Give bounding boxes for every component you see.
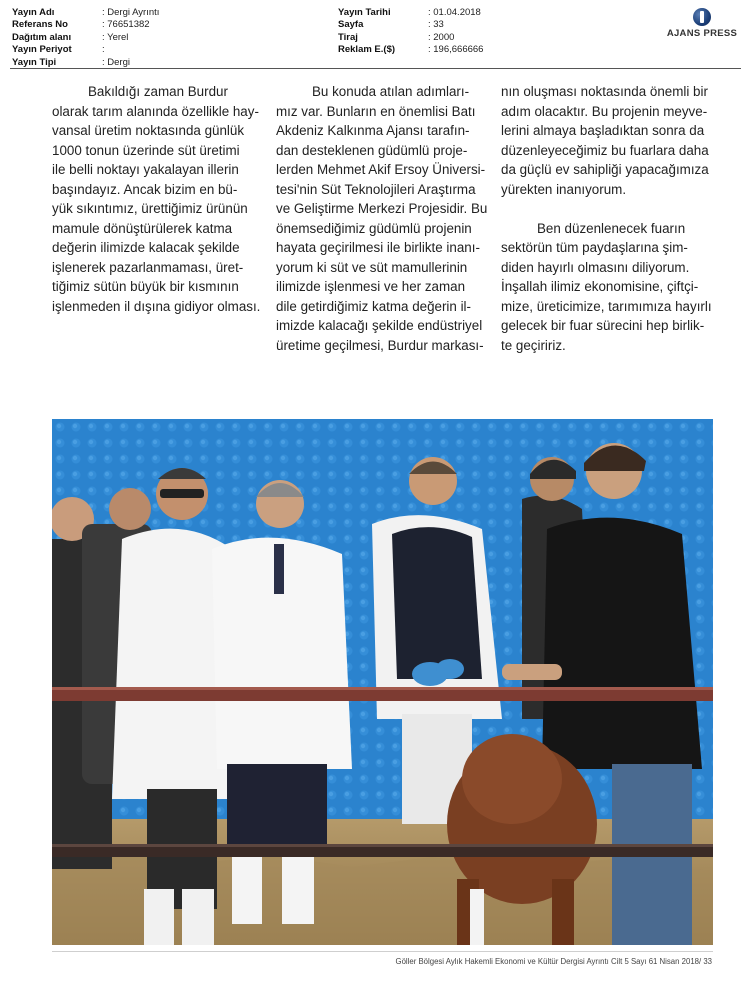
page-footer: Göller Bölgesi Aylık Hakemli Ekonomi ve Kültür Dergisi Ayrıntı Cilt 5 Sayı 61 Nisan 2018/ 33	[395, 957, 712, 966]
article-column-1	[52, 82, 260, 316]
meta-row-ad-value	[338, 44, 483, 56]
meta-label: Reklam E.($)	[338, 44, 396, 56]
meta-label: Dağıtım alanı	[12, 31, 72, 43]
article-photo	[52, 419, 713, 945]
text-line: gelecek bir fuar sürecini hep birlik-	[501, 318, 705, 333]
meta-value: : Dergi	[102, 56, 130, 68]
paragraph-gap	[501, 199, 712, 219]
text-line: yürekten inanıyorum.	[501, 181, 627, 197]
meta-row-page	[338, 19, 483, 31]
text-line: üretime geçilmesi, Burdur markası-	[276, 337, 484, 353]
article-column-3	[501, 82, 712, 355]
article-column-2	[276, 82, 487, 355]
meta-value: : Dergi Ayrıntı	[102, 7, 160, 18]
text-line: Akdeniz Kalkınma Ajansı tarafın-	[276, 123, 470, 138]
meta-label: Sayfa	[338, 19, 364, 31]
meta-label: Referans No	[12, 19, 68, 31]
text-line: Bakıldığı zaman Burdur	[88, 84, 228, 99]
text-line: nın oluşması noktasında önemli bir	[501, 84, 708, 99]
text-line: ilimizde işlenmesi ve her zaman	[276, 279, 466, 294]
meta-row-publication-name	[12, 7, 159, 19]
meta-label: Yayın Tarihi	[338, 7, 391, 18]
meta-value: :	[102, 44, 105, 56]
meta-value: : 76651382	[102, 19, 150, 31]
text-line: tiğimiz sütün büyük bir kısmının	[52, 279, 239, 294]
text-line: başındayız. Ancak bizim en bü-	[52, 181, 238, 197]
logo-text: AJANS PRESS	[666, 28, 738, 39]
text-line: yorum ki süt ve süt mamullerinin	[276, 259, 468, 275]
text-line: 1000 tonun üzerinde süt üretimi	[52, 142, 240, 158]
text-line: diden hayırlı olmasını diliyorum.	[501, 259, 690, 275]
text-line: vansal üretim noktasında günlük	[52, 123, 245, 138]
meta-row-period	[12, 44, 159, 56]
text-line: işlenmeden il dışına gidiyor olması.	[52, 298, 261, 314]
publication-meta-left	[12, 7, 159, 69]
meta-label: Yayın Tipi	[12, 56, 57, 68]
text-line: olarak tarım alanında özellikle hay-	[52, 103, 259, 119]
meta-value: : 2000	[428, 31, 455, 43]
text-line: dan desteklenen güdümlü proje-	[276, 142, 468, 158]
header-divider	[10, 68, 741, 69]
text-line: dile getirdiğimiz katma değerin il-	[276, 298, 471, 314]
meta-row-distribution-area	[12, 32, 159, 44]
text-line: lerini almaya başladıktan sonra da	[501, 123, 705, 138]
text-line: yük sıkıntımız, ürettiğimiz ürünün	[52, 201, 248, 216]
meta-value: : Yerel	[102, 31, 129, 43]
text-line: mız var. Bunların en önemlisi Batı	[276, 103, 476, 119]
text-line: işlenerek pazarlanmaması, üret-	[52, 259, 244, 275]
meta-row-publication-date	[338, 7, 483, 19]
meta-value: : 01.04.2018	[428, 7, 481, 18]
text-line: lerden Mehmet Akif Ersoy Üniversi-	[276, 162, 486, 177]
text-line: mize, üreticimize, tarımımıza hayırlı	[501, 298, 712, 314]
text-line: Ben düzenlenecek fuarın	[537, 220, 686, 236]
text-line: tesi'nin Süt Teknolojileri Araştırma	[276, 181, 476, 197]
meta-label: Yayın Periyot	[12, 44, 72, 56]
ajans-press-logo	[664, 8, 740, 39]
text-line: hayata geçirilmesi ile birlikte inanı-	[276, 240, 480, 255]
text-line: Bu konuda atılan adımları-	[312, 84, 470, 99]
meta-value: : 33	[428, 19, 444, 31]
text-line: te geçiririz.	[501, 337, 566, 353]
ajans-press-mark-icon	[693, 8, 711, 26]
text-line: ve Geliştirme Merkezi Projesidir. Bu	[276, 201, 488, 216]
meta-label: Yayın Adı	[12, 7, 55, 18]
text-line: sektörün tüm paydaşlarına şim-	[501, 240, 688, 255]
text-line: İnşallah ilimiz ekonomisine, çiftçi-	[501, 279, 699, 294]
publication-meta-middle	[338, 7, 483, 57]
meta-row-circulation	[338, 32, 483, 44]
text-line: değerin ilimizde kalacak şekilde	[52, 240, 240, 255]
text-line: da güçlü ev sahipliği yapacağımıza	[501, 162, 709, 177]
meta-row-reference-no	[12, 19, 159, 31]
text-line: düzenleyeceğimiz bu fuarlara daha	[501, 142, 709, 158]
text-line: imizde kalacağı şekilde endüstriyel	[276, 318, 483, 333]
text-line: ile belli noktayı yakalayan illerin	[52, 162, 239, 177]
meta-label: Tiraj	[338, 31, 358, 43]
text-line: önemsediğimiz güdümlü projenin	[276, 220, 472, 236]
text-line: adım olacaktır. Bu projenin meyve-	[501, 103, 708, 119]
footer-divider	[52, 951, 713, 952]
text-line: mamule dönüştürülerek katma	[52, 220, 233, 236]
meta-value: : 196,666666	[428, 44, 484, 56]
